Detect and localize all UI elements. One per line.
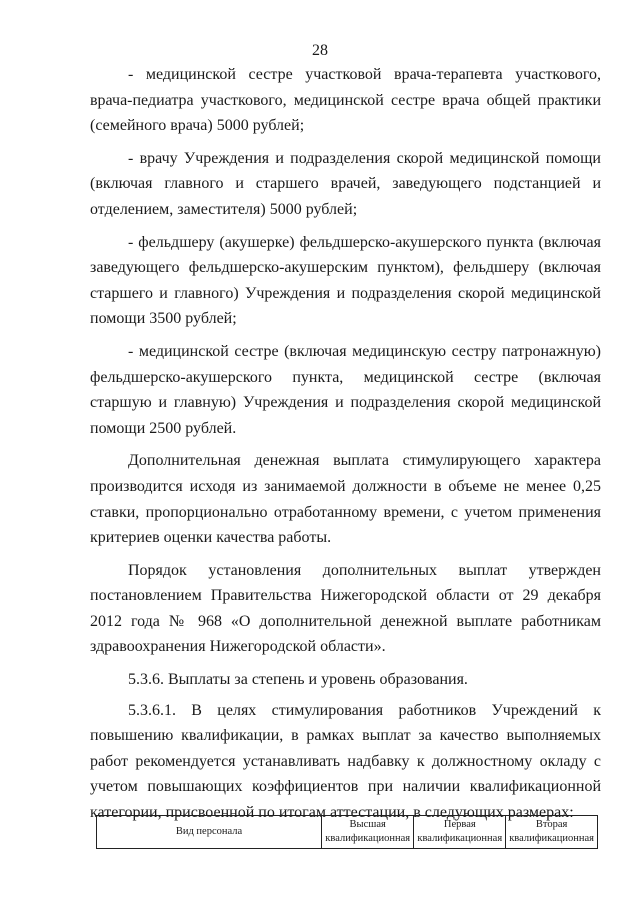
- paragraph-nurse-district: - медицинской сестре участковой врача-терапевта участкового, врача-педиатра участкового, медицинской сестре врача общей практики (семейного врача) 5000 рублей;: [90, 66, 601, 135]
- paragraph-procedure: Порядок установления дополнительных выплат утвержден постановлением Правительства Нижегородской области от 29 декабря 2012 года № 968 «О дополнительной денежной выплате работникам здравоохранения Нижегородской области».: [90, 561, 601, 656]
- header-first-category: Первая квалификационная: [414, 816, 506, 849]
- table-header-row: [97, 816, 598, 849]
- paragraph-5-3-6-1: 5.3.6.1. В целях стимулирования работников Учреждений к повышению квалификации, в рамках выплат за качество выполняемых работ рекомендуется устанавливать надбавку к должностному окладу с учетом повышающих коэффициентов при наличии квалификационной категории, присвоенной по итогам аттестации, в следующих размерах:: [90, 701, 601, 822]
- page-number: 28: [312, 42, 328, 59]
- paragraph-additional-payment: Дополнительная денежная выплата стимулирующего характера производится исходя из занимаемой должности в объеме не менее 0,25 ставки, пропорционально отработанному времени, с учетом применения критериев оценки качества работы.: [90, 452, 601, 547]
- header-second-category: Вторая квалификационная: [506, 816, 598, 849]
- header-highest-category: Высшая квалификационная: [322, 816, 414, 849]
- header-staff-type: Вид персонала: [97, 816, 322, 849]
- qualification-table: [96, 815, 598, 849]
- section-heading-5-3-6: 5.3.6. Выплаты за степень и уровень образования.: [128, 671, 468, 689]
- paragraph-emergency-doctor: - врачу Учреждения и подразделения скорой медицинской помощи (включая главного и старшего врачей, заведующего подстанцией и отделением, заместителя) 5000 рублей;: [90, 149, 601, 218]
- paragraph-feldsher: - фельдшеру (акушерке) фельдшерско-акушерского пункта (включая заведующего фельдшерско-акушерским пунктом), фельдшеру (включая старшего и главного) Учреждения и подразделения скорой медицинской помощи 3500 рублей;: [90, 233, 601, 328]
- paragraph-nurse-fap: - медицинской сестре (включая медицинскую сестру патронажную) фельдшерско-акушерского пункта, медицинской сестре (включая старшую и главную) Учреждения и подразделения скорой медицинской помощи 2500 рублей.: [90, 342, 601, 437]
- document-body: [90, 62, 601, 833]
